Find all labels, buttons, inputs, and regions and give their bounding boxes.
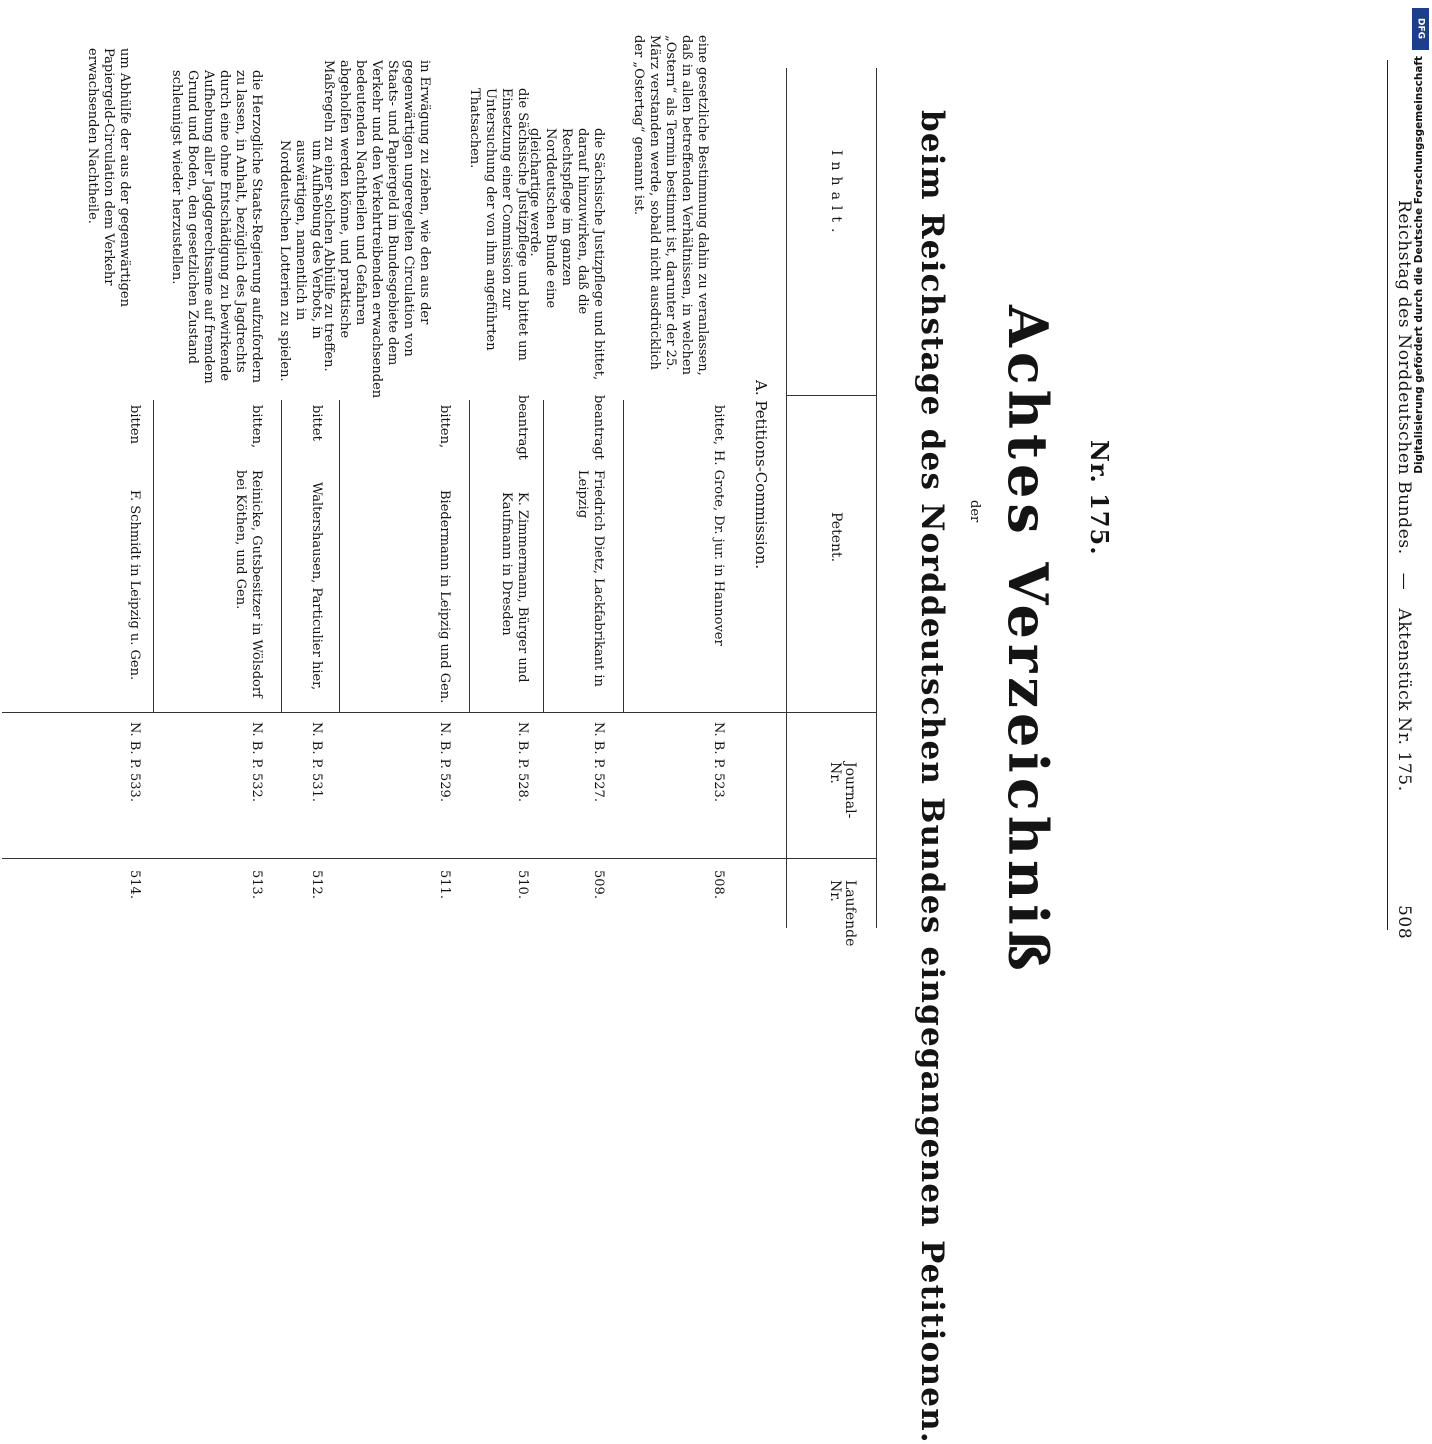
journal-number: N. B. P. 533. <box>127 722 142 802</box>
petition-verb: beantragt <box>515 395 530 460</box>
journal-number: N. B. P. 527. <box>591 722 606 802</box>
row-rule <box>623 400 624 712</box>
petent: Waltershausen, Particulier hier, <box>309 482 324 691</box>
petition-verb: bittet <box>309 405 324 441</box>
petent: K. Zimmermann, Bürger und Kaufmann in Dresden <box>499 492 530 683</box>
digitization-sidebar <box>1410 8 1430 998</box>
document-subtitle: beim Reichstage des Norddeutschen Bundes eingegangenen Petitionen. <box>914 110 950 1444</box>
document-number: Nr. 175. <box>1085 440 1114 556</box>
dfg-funding-note: Digitalisierung gefördert durch die Deutsche Forschungsgemeinschaft <box>1413 56 1425 474</box>
row-rule <box>281 400 282 712</box>
header-left-text: Reichstag des Norddeutschen Bundes. <box>1394 200 1414 555</box>
petition-verb: beantragt <box>591 395 606 460</box>
row-number: 513. <box>249 870 264 899</box>
row-number: 511. <box>437 870 452 899</box>
petition-content: in Erwägung zu ziehen, wie den aus der gegenwärtigen ungeregelten Circulation von Staats- und Papiergeld im Bundesgebiete dem Verkehr und den Verkehrtreibenden erwachsenden bedeutenden Nachtheilen und Gefahren abgeholfen werden könne, und praktische Maßregeln zu einer solchen Abhülfe zu treffen. <box>321 60 432 399</box>
petition-verb: bitten <box>127 405 142 444</box>
petent: Biedermann in Leipzig und Gen. <box>437 490 452 704</box>
journal-number: N. B. P. 529. <box>437 722 452 802</box>
page-number: 508 <box>1394 905 1414 940</box>
petition-content: um Abhülfe der aus der gegenwärtigen Papiergeld-Circulation dem Verkehr erwachsenden Nachtheile. <box>85 48 132 307</box>
row-rule <box>339 400 340 712</box>
petition-verb: bittet, <box>711 405 726 445</box>
row-number: 508. <box>711 870 726 899</box>
row-number: 514. <box>127 870 142 899</box>
column-header-inhalt: Inhalt. <box>828 150 844 239</box>
row-number: 512. <box>309 870 324 899</box>
column-header-journal-nr: Journal-Nr. <box>827 762 858 819</box>
petent: Friedrich Dietz, Lackfabrikant in Leipzig <box>575 470 606 687</box>
petition-content: die Herzogliche Staats-Regierung aufzufordern zu lassen, in Anhalt, bezüglich des Jagdrechts durch eine ohne Entschädigung zu bewirkende Aufhebung aller Jagdgerechtsame auf fremdem Grund und Boden, den gesetzlichen Zustand schleunigst wieder herzustellen. <box>169 70 264 384</box>
row-rule <box>469 400 470 712</box>
petition-content: eine gesetzliche Bestimmung dahin zu veranlassen, daß in allen betreffenden Verhältnissen, in welchen „Ostern“ als Termin bestimmt ist, darunter der 25. März verstanden werde, sobald nicht ausdrücklich der „Ostertag“ genannt ist. <box>631 35 710 376</box>
header-dash: — <box>1394 572 1414 591</box>
column-separator <box>2 712 877 713</box>
header-right-text: Aktenstück Nr. 175. <box>1394 608 1414 792</box>
petition-content: die Sächsische Justizpflege und bittet, darauf hinzuwirken, daß die Rechtspflege im ganzen Norddeutschen Bunde eine gleichartige werde. <box>527 128 606 381</box>
petent: H. Grote, Dr. jur. in Hannover <box>711 450 726 646</box>
petition-verb: bitten, <box>249 405 264 449</box>
section-heading: A. Petitions-Commission. <box>752 380 770 570</box>
column-header-petent: Petent. <box>828 512 844 563</box>
header-rule <box>1387 60 1388 930</box>
row-number: 510. <box>515 870 530 899</box>
petent: F. Schmidt in Leipzig u. Gen. <box>127 490 142 681</box>
table-top-rule <box>876 68 877 928</box>
row-rule <box>543 400 544 712</box>
journal-number: N. B. P. 531. <box>309 722 324 802</box>
table-header-rule <box>786 68 787 928</box>
journal-number: N. B. P. 523. <box>711 722 726 802</box>
row-number: 509. <box>591 870 606 899</box>
petition-content: um Aufhebung des Verbots, in auswärtigen, namentlich in Norddeutschen Lotterien zu spielen. <box>277 140 324 382</box>
petition-content: die Sächsische Justizpflege und bittet um Einsetzung einer Commission zur Untersuchung der von ihm angeführten Thatsachen. <box>467 88 530 361</box>
row-rule <box>153 400 154 712</box>
column-header-laufende-nr: Laufende Nr. <box>827 880 858 947</box>
title-connector: der <box>967 500 982 523</box>
journal-number: N. B. P. 528. <box>515 722 530 802</box>
document-title: Achtes Verzeichniß <box>996 305 1060 976</box>
journal-number: N. B. P. 532. <box>249 722 264 802</box>
petent: Reinicke, Gutsbesitzer in Wölsdorf bei Köthen, und Gen. <box>233 470 264 698</box>
dfg-logo: DFG <box>1412 8 1429 50</box>
column-separator <box>787 395 877 396</box>
petition-verb: bitten, <box>437 405 452 449</box>
column-separator <box>2 858 877 859</box>
